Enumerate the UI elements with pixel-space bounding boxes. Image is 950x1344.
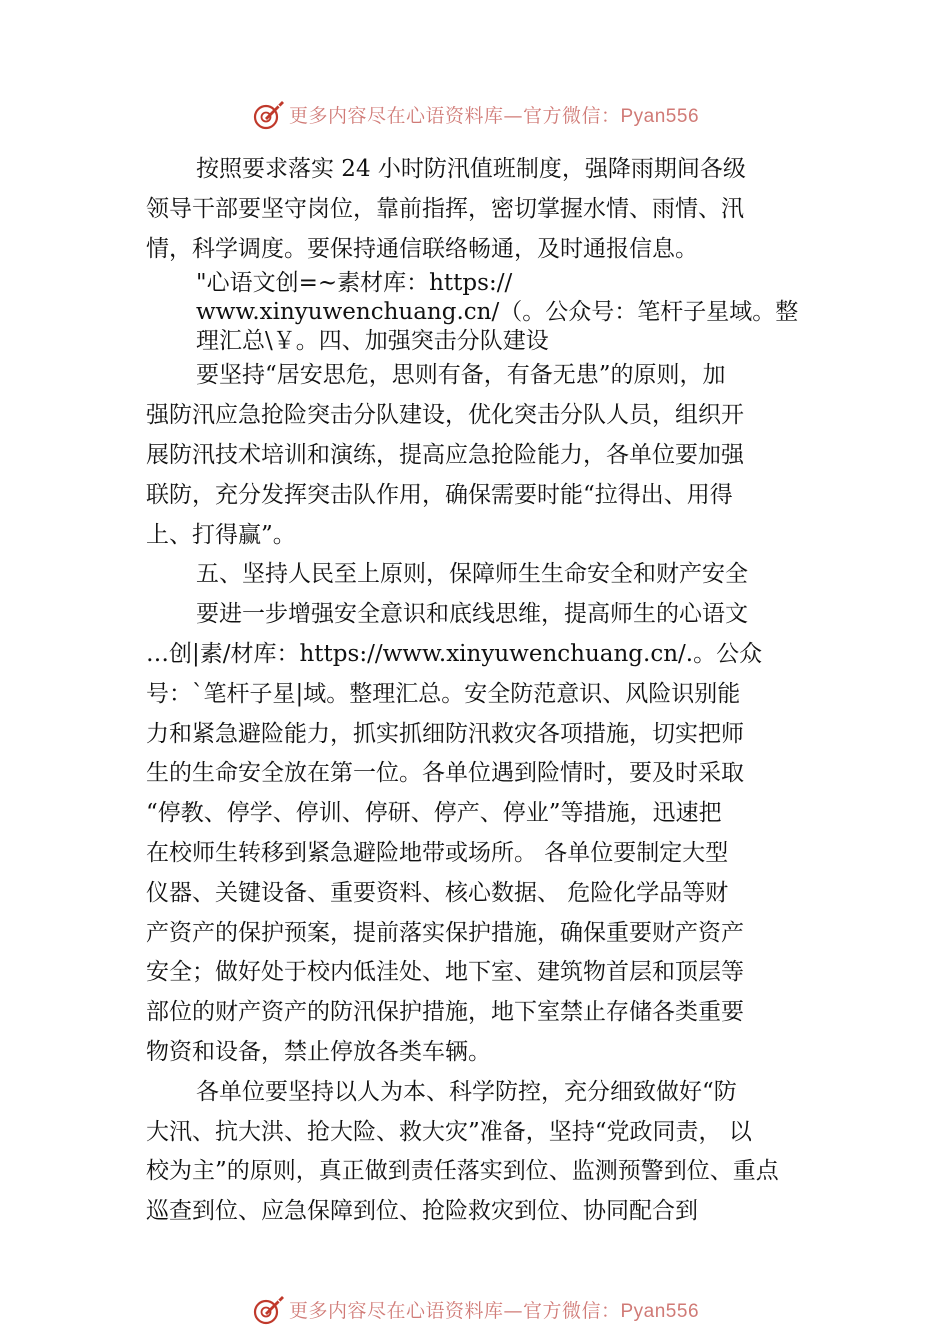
paragraph-line: 大汛、抗大洪、抢大险、救大灾”准备，坚持“党政同责， 以 <box>146 1118 752 1145</box>
section-heading-line: 理汇总\￥。四、加强突击分队建设 <box>196 328 549 355</box>
footer-banner <box>0 1289 950 1329</box>
paragraph-line: 领导干部要坚守岗位，靠前指挥，密切掌握水情、雨情、汛 <box>146 195 744 222</box>
paragraph-line: 号：`笔杆子星|域。整理汇总。安全防范意识、风险识别能 <box>146 680 741 707</box>
paragraph-line: 部位的财产资产的防汛保护措施，地下室禁止存储各类重要 <box>146 999 744 1026</box>
header-banner <box>0 94 950 134</box>
paragraph-line: 生的生命安全放在第一位。各单位遇到险情时，要及时采取 <box>146 760 744 787</box>
header-banner-text: 更多内容尽在心语资料库—官方微信：Pyan556 <box>288 104 700 127</box>
paragraph-line: 在校师生转移到紧急避险地带或场所。 各单位要制定大型 <box>146 839 729 866</box>
paragraph-line: 校为主”的原则，真正做到责任落实到位、监测预警到位、重点 <box>146 1158 779 1185</box>
paragraph-line: 展防汛技术培训和演练，提高应急抢险能力，各单位要加强 <box>146 441 744 468</box>
paragraph-line: 安全；做好处于校内低洼处、地下室、建筑物首层和顶层等 <box>146 959 744 986</box>
paragraph-line: 巡查到位、应急保障到位、抢险救灾到位、协同配合到 <box>146 1198 698 1225</box>
pen-logo-icon <box>251 1291 287 1327</box>
paragraph-line: 按照要求落实 24 小时防汛值班制度，强降雨期间各级 <box>196 156 746 182</box>
watermark-line: "心语文创=~素材库：https:// <box>196 270 513 297</box>
paragraph-line: 情，科学调度。要保持通信联络畅通，及时通报信息。 <box>146 235 698 262</box>
paragraph-line: 上、打得赢”。 <box>146 521 296 548</box>
paragraph-line: 联防，充分发挥突击队作用，确保需要时能“拉得出、用得 <box>146 481 733 508</box>
document-body <box>146 150 826 1232</box>
section-heading: 五、坚持人民至上原则，保障师生生命安全和财产安全 <box>196 561 748 588</box>
pen-logo-icon <box>251 96 287 132</box>
paragraph-line: 各单位要坚持以人为本、科学防控，充分细致做好“防 <box>196 1078 737 1105</box>
paragraph-line: 要坚持“居安思危，思则有备，有备无患”的原则，加 <box>196 362 726 389</box>
paragraph-line: “停教、停学、停训、停研、停产、停业”等措施，迅速把 <box>146 800 722 827</box>
footer-wechat-handle: Pyan556 <box>620 1300 700 1322</box>
watermark-line: www.xinyuwenchuang.cn/（。公众号：笔杆子星域。整 <box>196 299 799 326</box>
paragraph-line: 要进一步增强安全意识和底线思维，提高师生的心语文 <box>196 601 748 628</box>
paragraph-line: …创|素/材库：https://www.xinyuwenchuang.cn/.。公众 <box>146 640 763 667</box>
paragraph-line: 力和紧急避险能力，抓实抓细防汛救灾各项措施，切实把师 <box>146 720 744 747</box>
paragraph-line: 物资和设备，禁止停放各类车辆。 <box>146 1038 491 1065</box>
paragraph-line: 强防汛应急抢险突击分队建设，优化突击分队人员，组织开 <box>146 402 744 429</box>
header-wechat-handle: Pyan556 <box>620 105 700 127</box>
paragraph-line: 产资产的保护预案，提前落实保护措施，确保重要财产资产 <box>146 919 744 946</box>
paragraph-line: 仪器、关键设备、重要资料、核心数据、 危险化学品等财 <box>146 879 729 906</box>
footer-banner-text: 更多内容尽在心语资料库—官方微信：Pyan556 <box>288 1299 700 1322</box>
